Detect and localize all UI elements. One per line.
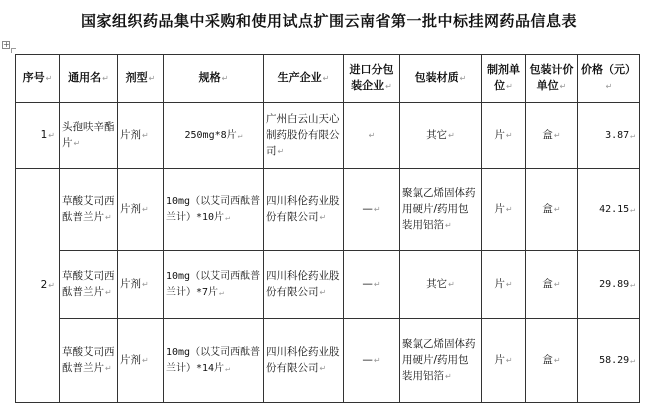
cell-maker: 四川科伦药业股份有限公司 ↵: [264, 169, 344, 251]
cell-priceunit: 盒 ↵: [526, 169, 578, 251]
header-importer: 进口分包装企业 ↵: [344, 55, 400, 103]
document-title: 国家组织药品集中采购和使用试点扩围云南省第一批中标挂网药品信息表: [80, 12, 577, 30]
table-row: [16, 103, 640, 169]
header-priceunit: 包装计价单位 ↵: [526, 55, 578, 103]
cell-priceunit: 盒 ↵: [526, 103, 578, 169]
header-name: 通用名 ↵: [60, 55, 118, 103]
cell-maker: 四川科伦药业股份有限公司 ↵: [264, 251, 344, 319]
cell-spec: 250mg*8片 ↵: [164, 103, 264, 169]
table-row: [16, 251, 640, 319]
table-anchor-icon[interactable]: +: [3, 40, 10, 49]
cell-form: 片剂 ↵: [118, 103, 164, 169]
header-price: 价格（元） ↵: [578, 55, 640, 103]
cell-pack: 聚氯乙烯固体药用硬片/药用包装用铝箔 ↵: [400, 169, 482, 251]
header-row: [16, 55, 640, 103]
header-pack: 包装材质 ↵: [400, 55, 482, 103]
cell-unit: 片 ↵: [482, 251, 526, 319]
cell-importer: — ↵: [344, 319, 400, 403]
cell-price: 29.89 ↵: [578, 251, 640, 319]
cell-name: 草酸艾司西酞普兰片 ↵: [60, 319, 118, 403]
cell-pack: 其它 ↵: [400, 103, 482, 169]
cell-pack: 聚氯乙烯固体药用硬片/药用包装用铝箔 ↵: [400, 319, 482, 403]
cell-form: 片剂 ↵: [118, 169, 164, 251]
header-maker: 生产企业 ↵: [264, 55, 344, 103]
cell-maker: 广州白云山天心制药股份有限公司 ↵: [264, 103, 344, 169]
cell-maker: 四川科伦药业股份有限公司 ↵: [264, 319, 344, 403]
cell-pack: 其它 ↵: [400, 251, 482, 319]
cell-form: 片剂 ↵: [118, 319, 164, 403]
cell-price: 3.87 ↵: [578, 103, 640, 169]
cell-unit: 片 ↵: [482, 169, 526, 251]
cell-spec: 10mg（以艾司西酞普兰计）*10片 ↵: [164, 169, 264, 251]
drug-info-table: [15, 54, 640, 403]
cell-form: 片剂 ↵: [118, 251, 164, 319]
table-row: [16, 169, 640, 251]
cell-importer: — ↵: [344, 169, 400, 251]
table-row: [16, 319, 640, 403]
cell-seq: 2 ↵: [16, 169, 60, 403]
header-seq: 序号 ↵: [16, 55, 60, 103]
cell-name: 草酸艾司西酞普兰片 ↵: [60, 251, 118, 319]
header-spec: 规格 ↵: [164, 55, 264, 103]
cell-price: 42.15 ↵: [578, 169, 640, 251]
cell-seq: 1 ↵: [16, 103, 60, 169]
header-form: 剂型 ↵: [118, 55, 164, 103]
cell-priceunit: 盒 ↵: [526, 319, 578, 403]
cell-priceunit: 盒 ↵: [526, 251, 578, 319]
cell-name: 头孢呋辛酯片 ↵: [60, 103, 118, 169]
header-unit: 制剂单位 ↵: [482, 55, 526, 103]
cell-name: 草酸艾司西酞普兰片 ↵: [60, 169, 118, 251]
cell-importer: — ↵: [344, 251, 400, 319]
margin-mark: [11, 48, 16, 53]
cell-unit: 片 ↵: [482, 103, 526, 169]
cell-spec: 10mg（以艾司西酞普兰计）*14片 ↵: [164, 319, 264, 403]
cell-spec: 10mg（以艾司西酞普兰计）*7片 ↵: [164, 251, 264, 319]
cell-importer: [344, 103, 400, 169]
cell-price: 58.29 ↵: [578, 319, 640, 403]
cell-unit: 片 ↵: [482, 319, 526, 403]
